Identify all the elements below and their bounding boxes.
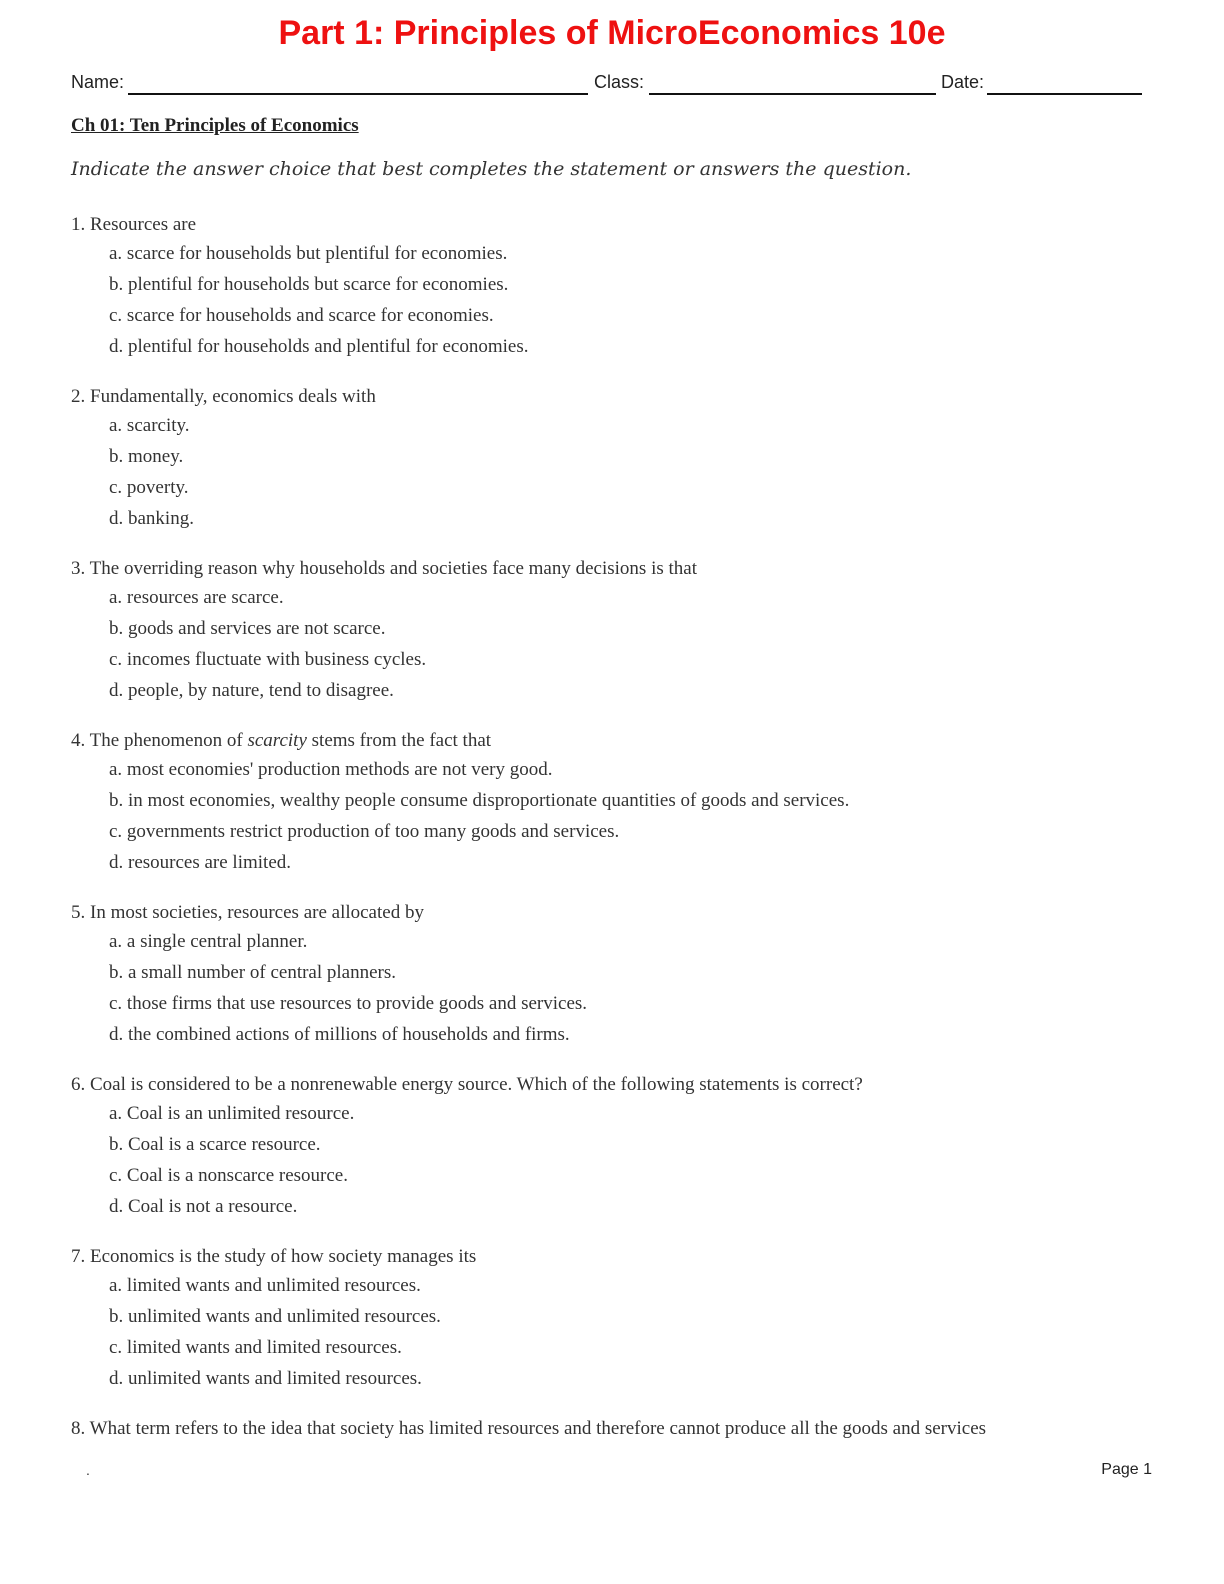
- answer-choice-d: d. plentiful for households and plentiful for economies.: [109, 336, 529, 357]
- question-text: The overriding reason why households and societies face many decisions is that: [89, 558, 697, 579]
- name-field[interactable]: [128, 93, 588, 95]
- instructions: Indicate the answer choice that best completes the statement or answers the question.: [71, 158, 912, 180]
- answer-choice-b: b. a small number of central planners.: [109, 962, 397, 983]
- question-4: [71, 727, 1151, 878]
- answer-choice-d: d. the combined actions of millions of households and firms.: [109, 1024, 570, 1045]
- question-stem: [71, 383, 1151, 410]
- question-2: [71, 383, 1151, 534]
- question-number: 8.: [71, 1418, 86, 1439]
- name-label: Name:: [71, 72, 125, 92]
- question-7: [71, 1243, 1151, 1394]
- question-text: What term refers to the idea that society has limited resources and therefore cannot produce all the goods and services: [89, 1418, 987, 1439]
- class-field[interactable]: [649, 93, 936, 95]
- answer-choice-a: a. scarce for households but plentiful for economies.: [109, 243, 508, 264]
- question-stem: [71, 1071, 1151, 1098]
- question-5: [71, 899, 1151, 1050]
- question-text-after: stems from the fact that: [306, 730, 492, 751]
- answer-choice-d: d. people, by nature, tend to disagree.: [109, 680, 394, 701]
- question-text: Economics is the study of how society manages its: [90, 1246, 477, 1267]
- question-1: [71, 211, 1151, 362]
- answer-choice-a: a. resources are scarce.: [109, 587, 284, 608]
- question-8: [71, 1415, 1151, 1442]
- answer-choice-a: a. limited wants and unlimited resources.: [109, 1275, 421, 1296]
- question-number: 5.: [71, 902, 86, 923]
- document-title: Part 1: Principles of MicroEconomics 10e: [278, 14, 946, 52]
- question-stem: [71, 727, 1151, 754]
- answer-choice-c: c. poverty.: [109, 477, 189, 498]
- class-label: Class:: [594, 72, 645, 92]
- footer-mark: .: [86, 1462, 90, 1478]
- page-number: Page 1: [1101, 1461, 1152, 1478]
- answer-choice-c: c. governments restrict production of too many goods and services.: [109, 821, 620, 842]
- question-stem: [71, 555, 1151, 582]
- question-number: 1.: [71, 214, 86, 235]
- answer-choice-b: b. Coal is a scarce resource.: [109, 1134, 321, 1155]
- answer-choice-d: d. unlimited wants and limited resources.: [109, 1368, 422, 1389]
- answer-choice-b: b. plentiful for households but scarce for economies.: [109, 274, 509, 295]
- answer-choice-a: a. a single central planner.: [109, 931, 308, 952]
- question-text: Fundamentally, economics deals with: [90, 386, 376, 407]
- answer-choice-c: c. scarce for households and scarce for economies.: [109, 305, 494, 326]
- answer-choice-c: c. those firms that use resources to provide goods and services.: [109, 993, 588, 1014]
- question-3: [71, 555, 1151, 706]
- student-info-fields: [71, 72, 1143, 98]
- question-6: [71, 1071, 1151, 1222]
- answer-choice-c: c. limited wants and limited resources.: [109, 1337, 402, 1358]
- chapter-heading: Ch 01: Ten Principles of Economics: [71, 115, 359, 136]
- answer-choice-d: d. banking.: [109, 508, 194, 529]
- answer-choice-b: b. goods and services are not scarce.: [109, 618, 386, 639]
- date-label: Date:: [941, 72, 985, 92]
- question-text: Resources are: [90, 214, 197, 235]
- answer-choice-b: b. unlimited wants and unlimited resources.: [109, 1306, 441, 1327]
- question-number: 7.: [71, 1246, 86, 1267]
- question-text-italic: scarcity: [247, 730, 307, 751]
- question-stem: [71, 1243, 1151, 1270]
- answer-choice-c: c. incomes fluctuate with business cycles.: [109, 649, 427, 670]
- answer-choice-d: d. resources are limited.: [109, 852, 292, 873]
- answer-choice-a: a. scarcity.: [109, 415, 190, 436]
- answer-choice-c: c. Coal is a nonscarce resource.: [109, 1165, 348, 1186]
- answer-choice-a: a. most economies' production methods are not very good.: [109, 759, 553, 780]
- question-list: [71, 211, 1151, 1463]
- answer-choice-a: a. Coal is an unlimited resource.: [109, 1103, 355, 1124]
- question-text-before: The phenomenon of: [89, 730, 248, 751]
- question-text: Coal is considered to be a nonrenewable energy source. Which of the following statements is correct?: [90, 1074, 863, 1095]
- question-stem: [71, 1415, 1151, 1442]
- date-field[interactable]: [987, 93, 1142, 95]
- question-stem: [71, 211, 1151, 238]
- question-number: 6.: [71, 1074, 86, 1095]
- question-text: In most societies, resources are allocated by: [90, 902, 424, 923]
- answer-choice-d: d. Coal is not a resource.: [109, 1196, 298, 1217]
- question-number: 2.: [71, 386, 86, 407]
- question-number: 4.: [71, 730, 86, 751]
- answer-choice-b: b. in most economies, wealthy people consume disproportionate quantities of goods and services.: [109, 790, 850, 811]
- question-number: 3.: [71, 558, 86, 579]
- answer-choice-b: b. money.: [109, 446, 184, 467]
- question-stem: [71, 899, 1151, 926]
